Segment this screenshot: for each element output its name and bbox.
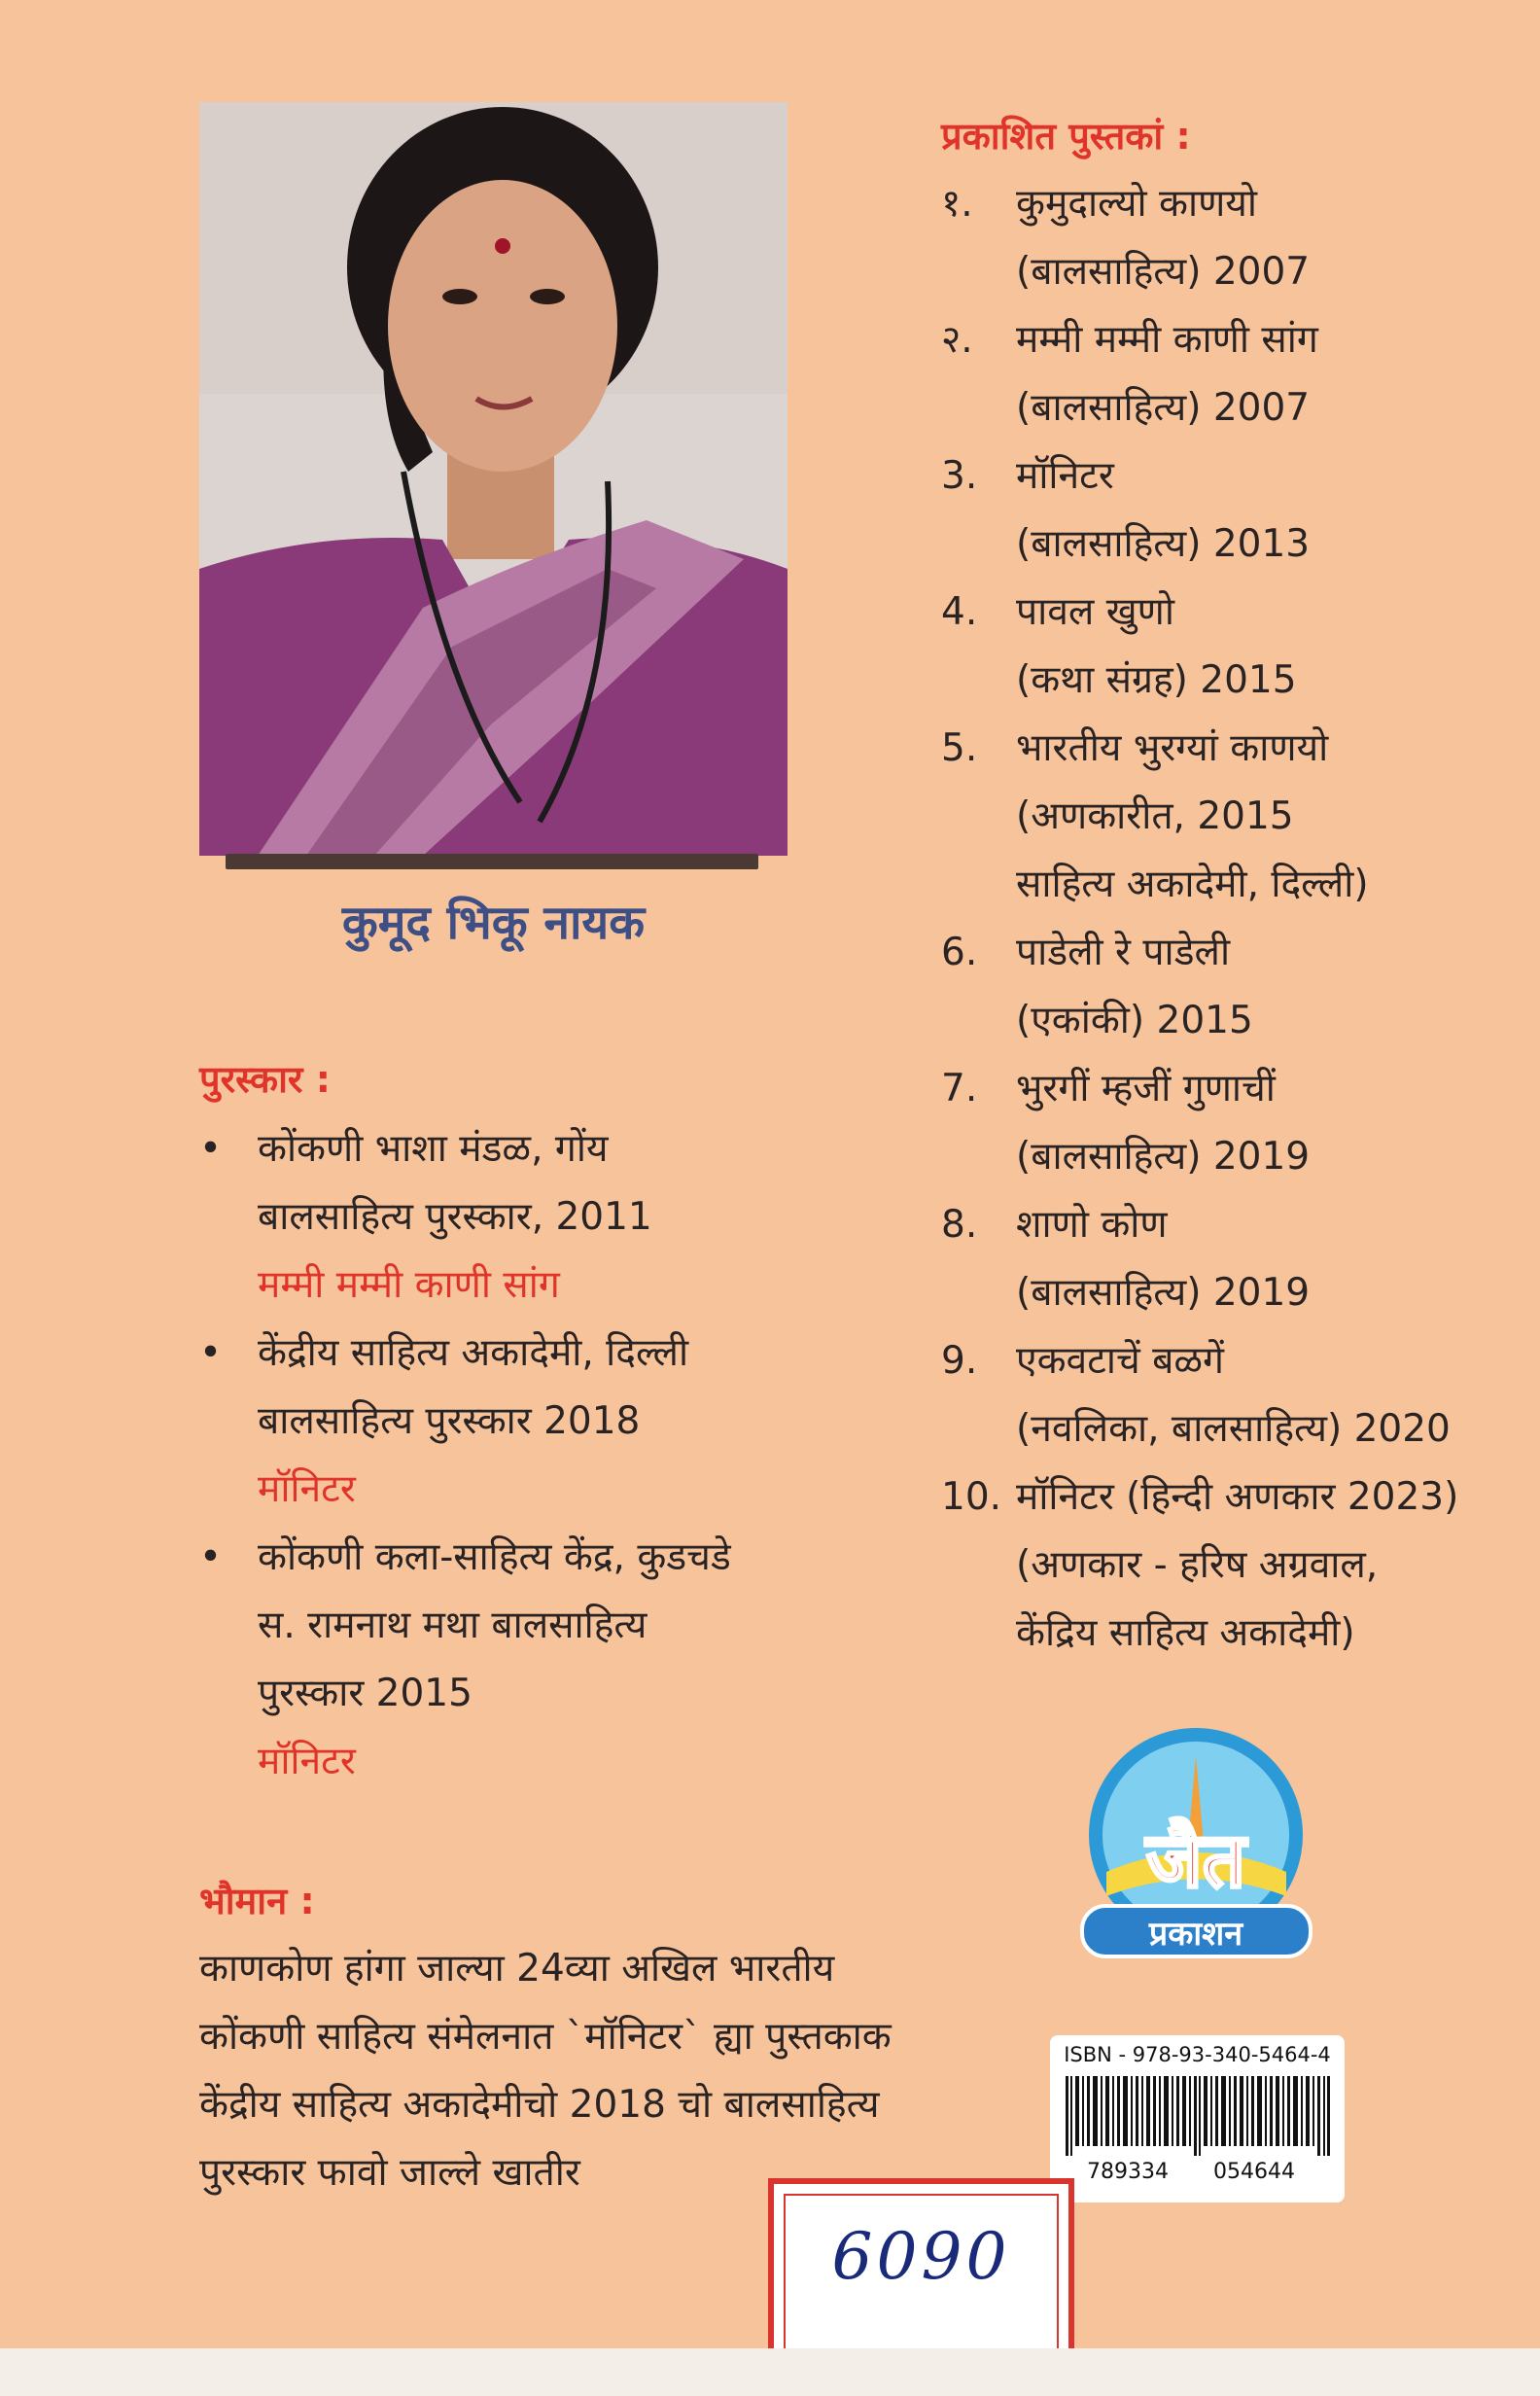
awards-heading: पुरस्कार : [199, 1058, 331, 1101]
book-line: (बालसाहित्य) 2007 [1016, 250, 1311, 294]
isbn-label: ISBN - 978-93-340-5464-4 [1064, 2043, 1331, 2066]
publisher-logo-subname: प्रकाशन [1148, 1915, 1243, 1954]
book-line: केंद्रिय साहित्य अकादेमी) [1016, 1611, 1355, 1655]
award-item [199, 1524, 899, 1796]
book-item [941, 306, 1524, 442]
stamp-handwritten-number: 6090 [831, 2219, 1011, 2294]
award-line: पुरस्कार 2015 [258, 1672, 472, 1715]
book-number: 7. [941, 1067, 978, 1110]
book-line: पाडेली रे पाडेली [1016, 931, 1231, 974]
barcode-icon [1066, 2076, 1330, 2156]
book-number: 8. [941, 1203, 978, 1247]
bullet-icon: • [199, 1535, 223, 1579]
barcode-digits-left: 789334 [1087, 2160, 1169, 2184]
book-number: 9. [941, 1339, 978, 1383]
book-line: (बालसाहित्य) 2019 [1016, 1135, 1311, 1179]
publisher-logo-name: जैत [1145, 1817, 1246, 1905]
award-line: केंद्रीय साहित्य अकादेमी, दिल्ली [258, 1331, 689, 1375]
book-line: (एकांकी) 2015 [1016, 999, 1253, 1042]
book-line: साहित्य अकादेमी, दिल्ली) [1016, 863, 1369, 906]
author-name: कुमूद भिकू नायक [341, 896, 646, 950]
award-line: बालसाहित्य पुरस्कार, 2011 [258, 1195, 652, 1239]
award-book-title: मॉनिटर [258, 1740, 356, 1783]
award-line: बालसाहित्य पुरस्कार 2018 [258, 1399, 641, 1443]
award-item [199, 1115, 899, 1320]
book-line: शाणो कोण [1016, 1203, 1168, 1247]
awards-list [199, 1115, 899, 1796]
bullet-icon: • [199, 1331, 223, 1375]
awards-section [199, 1055, 899, 1796]
book-line: कुमुदाल्यो काणयो [1016, 182, 1257, 226]
book-number: १. [941, 182, 973, 226]
award-line: स. रामनाथ मथा बालसाहित्य [258, 1603, 648, 1647]
bhouman-paragraph: काणकोण हांगा जाल्या 24व्या अखिल भारतीय कोंकणी साहित्य संमेलनात `मॉनिटर` ह्या पुस्तकाक केंद्रीय साहित्य अकादेमीचो 2018 चो बालसाहित्य पुरस्कार फावो जाल्ले खातीर [199, 1947, 892, 2195]
book-line: एकवटाचें बळगें [1016, 1339, 1224, 1383]
book-item [941, 1327, 1524, 1463]
book-item [941, 1463, 1524, 1668]
book-line: (नवलिका, बालसाहित्य) 2020 [1016, 1407, 1451, 1451]
award-book-title: मम्मी मम्मी काणी सांग [258, 1263, 560, 1307]
book-line: मम्मी मम्मी काणी सांग [1016, 318, 1318, 362]
award-line: कोंकणी कला-साहित्य केंद्र, कुडचडे [258, 1535, 731, 1579]
award-item [199, 1320, 899, 1524]
books-list [941, 170, 1524, 1668]
book-item [941, 715, 1524, 919]
book-number: 3. [941, 454, 978, 498]
publisher-logo [1068, 1726, 1325, 1964]
library-stamp [768, 2178, 1074, 2368]
book-line: (बालसाहित्य) 2013 [1016, 522, 1311, 566]
book-line: (अणकार - हरिष अग्रवाल, [1016, 1543, 1379, 1587]
book-number: 5. [941, 726, 978, 770]
bhouman-section [199, 1877, 938, 2207]
award-book-title: मॉनिटर [258, 1467, 356, 1511]
book-number: २. [941, 318, 973, 362]
book-line: पावल खुणो [1016, 590, 1174, 634]
book-line: मॉनिटर (हिन्दी अणकार 2023) [1016, 1475, 1459, 1519]
book-line: भारतीय भुरग्यां काणयो [1016, 726, 1329, 770]
book-line: (अणकारीत, 2015 [1016, 794, 1294, 838]
book-line: मॉनिटर [1016, 454, 1114, 498]
bullet-icon: • [199, 1127, 223, 1171]
barcode-digits-right: 054644 [1213, 2160, 1295, 2184]
book-line: (कथा संग्रह) 2015 [1016, 658, 1297, 702]
book-item [941, 1055, 1524, 1191]
award-line: कोंकणी भाशा मंडळ, गोंय [258, 1127, 609, 1171]
book-line: (बालसाहित्य) 2019 [1016, 1271, 1311, 1315]
book-number: 4. [941, 590, 978, 634]
author-photo [199, 102, 788, 856]
book-line: भुरगीं म्हजीं गुणाचीं [1016, 1067, 1276, 1110]
book-line: (बालसाहित्य) 2007 [1016, 386, 1311, 430]
book-item [941, 170, 1524, 306]
isbn-barcode-box [1050, 2035, 1345, 2202]
author-portrait-illustration [199, 102, 788, 856]
book-item [941, 442, 1524, 579]
book-item [941, 579, 1524, 715]
bhouman-heading: भौमान : [199, 1880, 315, 1922]
book-number: 10. [941, 1475, 1002, 1519]
scan-edge-strip [0, 2348, 1540, 2396]
books-heading: प्रकाशित पुस्तकां : [941, 115, 1191, 158]
book-item [941, 919, 1524, 1055]
published-books-section [941, 112, 1524, 1668]
photo-shadow-bar [226, 854, 758, 869]
publisher-logo-icon [1068, 1726, 1325, 1964]
book-number: 6. [941, 931, 978, 974]
book-item [941, 1191, 1524, 1327]
